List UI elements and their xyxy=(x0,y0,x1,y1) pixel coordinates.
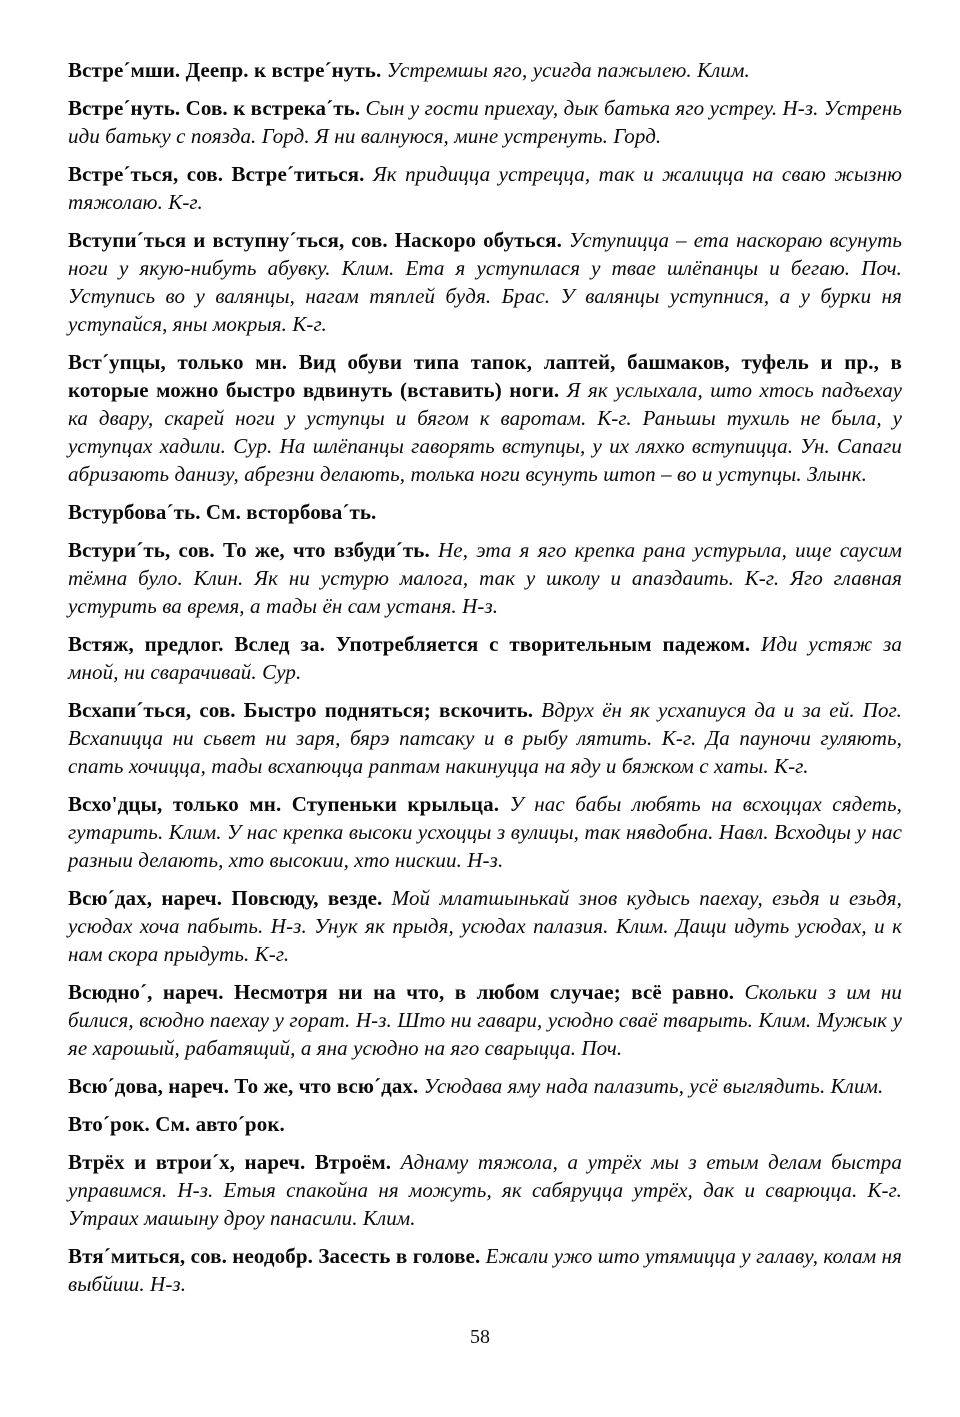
entry-example-citations: Аднаму тяжола, а утрёх мы з етым делам быстра управимся. Н-з. Етыя спакойна ня можуть, як сабяруцца утрёх, дак и сварюцца. К-г. Утраих машыну дроу панасили. Клим. xyxy=(68,1150,902,1230)
entry-example-citations: Устремшы яго, усигда пажылею. Клим. xyxy=(381,58,750,82)
entry-example-citations: Иди устяж за мной, ни сварачивай. Сур. xyxy=(68,632,902,684)
entry-headword-and-definition: Встяж, предлог. Вслед за. Употребляется с творительным падежом. xyxy=(68,632,751,656)
entry-headword-and-definition: Встурбова´ть. См. всторбова´ть. xyxy=(68,500,377,524)
dictionary-entry xyxy=(68,1242,902,1298)
entry-headword-and-definition: Всхо'дцы, только мн. Ступеньки крыльца. xyxy=(68,792,500,816)
dictionary-entry xyxy=(68,1110,902,1138)
entry-headword-and-definition: Встре´мши. Деепр. к встре´нуть. xyxy=(68,58,382,82)
dictionary-entries xyxy=(68,56,902,1308)
dictionary-entry xyxy=(68,884,902,968)
entry-example-citations: Уступицца – ета наскораю всунуть ноги у якую-нибуть абувку. Клим. Ета я уступилася у твае шлёпанцы и бегаю. Поч. Уступись во у валянцы, нагам тяплей будя. Брас. У валянцы уступнися, а у бурки ня уступайся, яны мокрыя. К-г. xyxy=(68,228,902,336)
entry-headword-and-definition: Всю´дова, нареч. То же, что всю´дах. xyxy=(68,1074,419,1098)
entry-headword-and-definition: Втрёх и втрои´х, нареч. Втроём. xyxy=(68,1150,392,1174)
entry-headword-and-definition: Встури´ть, сов. То же, что взбуди´ть. xyxy=(68,538,430,562)
entry-headword-and-definition: Всхапи´ться, сов. Быстро подняться; вскочить. xyxy=(68,698,534,722)
dictionary-entry xyxy=(68,1148,902,1232)
entry-example-citations: Усюдава яму нада палазить, усё выглядить. Клим. xyxy=(418,1074,884,1098)
entry-example-citations: Як придицца устрецца, так и жалицца на сваю жызню тяжолаю. К-г. xyxy=(68,162,902,214)
dictionary-entry xyxy=(68,498,902,526)
dictionary-entry xyxy=(68,226,902,338)
entry-headword-and-definition: Вст´упцы, только мн. Вид обуви типа тапок, лаптей, башмаков, туфель и пр., в которые можно быстро вдвинуть (вставить) ноги. xyxy=(68,350,902,402)
dictionary-entry xyxy=(68,94,902,150)
entry-example-citations: Скольки з им ни билися, всюдно паехау у горат. Н-з. Што ни гавари, усюдно сваё тварыть. Клим. Мужык у яе харошый, рабатящий, а яна усюдно на яго сварыцца. Поч. xyxy=(68,980,902,1060)
dictionary-entry xyxy=(68,348,902,488)
entry-headword-and-definition: Встре´нуть. Сов. к встрека´ть. xyxy=(68,96,361,120)
entry-example-citations: У нас бабы любять на всхоццах сядеть, гутарить. Клим. У нас крепка высоки усхоццы з вулицы, так нявдобна. Навл. Всходцы у нас разныи делають, хто высокии, хто нискии. Н-з. xyxy=(68,792,902,872)
entry-headword-and-definition: Встре´ться, сов. Встре´титься. xyxy=(68,162,365,186)
dictionary-entry xyxy=(68,536,902,620)
dictionary-entry xyxy=(68,1072,902,1100)
dictionary-entry xyxy=(68,160,902,216)
dictionary-entry xyxy=(68,630,902,686)
dictionary-entry xyxy=(68,790,902,874)
dictionary-entry xyxy=(68,978,902,1062)
entry-example-citations: Вдрух ён як усхапиуся да и за ей. Пог. Всхапицца ни сьвет ни заря, бярэ патсаку и в рыбу лятить. К-г. Да пауночи гуляють, спать хочицца, тады всхапюцца раптам накинуцца на яду и бяжком с хаты. К-г. xyxy=(68,698,902,778)
entry-headword-and-definition: Всюдно´, нареч. Несмотря ни на что, в любом случае; всё равно. xyxy=(68,980,735,1004)
entry-example-citations: Мой млатшынькай знов кудысь паехау, езьдя и езьдя, усюдах хоча пабыть. Н-з. Унук як прыдя, усюдах палазия. Клим. Дащи идуть усюдах, и к нам скора прыдуть. К-г. xyxy=(68,886,902,966)
page-number: 58 xyxy=(470,1326,490,1348)
entry-headword-and-definition: Вступи´ться и вступну´ться, сов. Наскоро обуться. xyxy=(68,228,562,252)
entry-headword-and-definition: Всю´дах, нареч. Повсюду, везде. xyxy=(68,886,383,910)
entry-example-citations: Ежали ужо што утямицца у галаву, колам ня выбйиш. Н-з. xyxy=(68,1244,902,1296)
entry-headword-and-definition: Втя´миться, сов. неодобр. Засесть в голове. xyxy=(68,1244,481,1268)
dictionary-entry xyxy=(68,696,902,780)
entry-example-citations: Я як услыхала, што хтось падъехау ка двару, скарей ноги у уступцы и бягом к варотам. К-г. Раньшы тухиль не была, у уступцах хадили. Сур. На шлёпанцы гаворять вступцы, у их ляхко вступицца. Ун. Сапаги абризають данизу, абрезни делають, толька ноги всунуть штоп – во и уступцы. Злынк. xyxy=(68,378,902,486)
entry-headword-and-definition: Вто´рок. См. авто´рок. xyxy=(68,1112,285,1136)
dictionary-entry xyxy=(68,56,902,84)
entry-example-citations: Сын у гости приехау, дык батька яго устреу. Н-з. Устрень иди батьку с поязда. Горд. Я ни валнуюся, мине устренуть. Горд. xyxy=(68,96,902,148)
entry-example-citations: Не, эта я яго крепка рана устурыла, ище саусим тёмна було. Клин. Як ни устурю малога, так у школу и апаздаить. К-г. Яго главная устурить ва время, а тады ён сам устаня. Н-з. xyxy=(68,538,902,618)
